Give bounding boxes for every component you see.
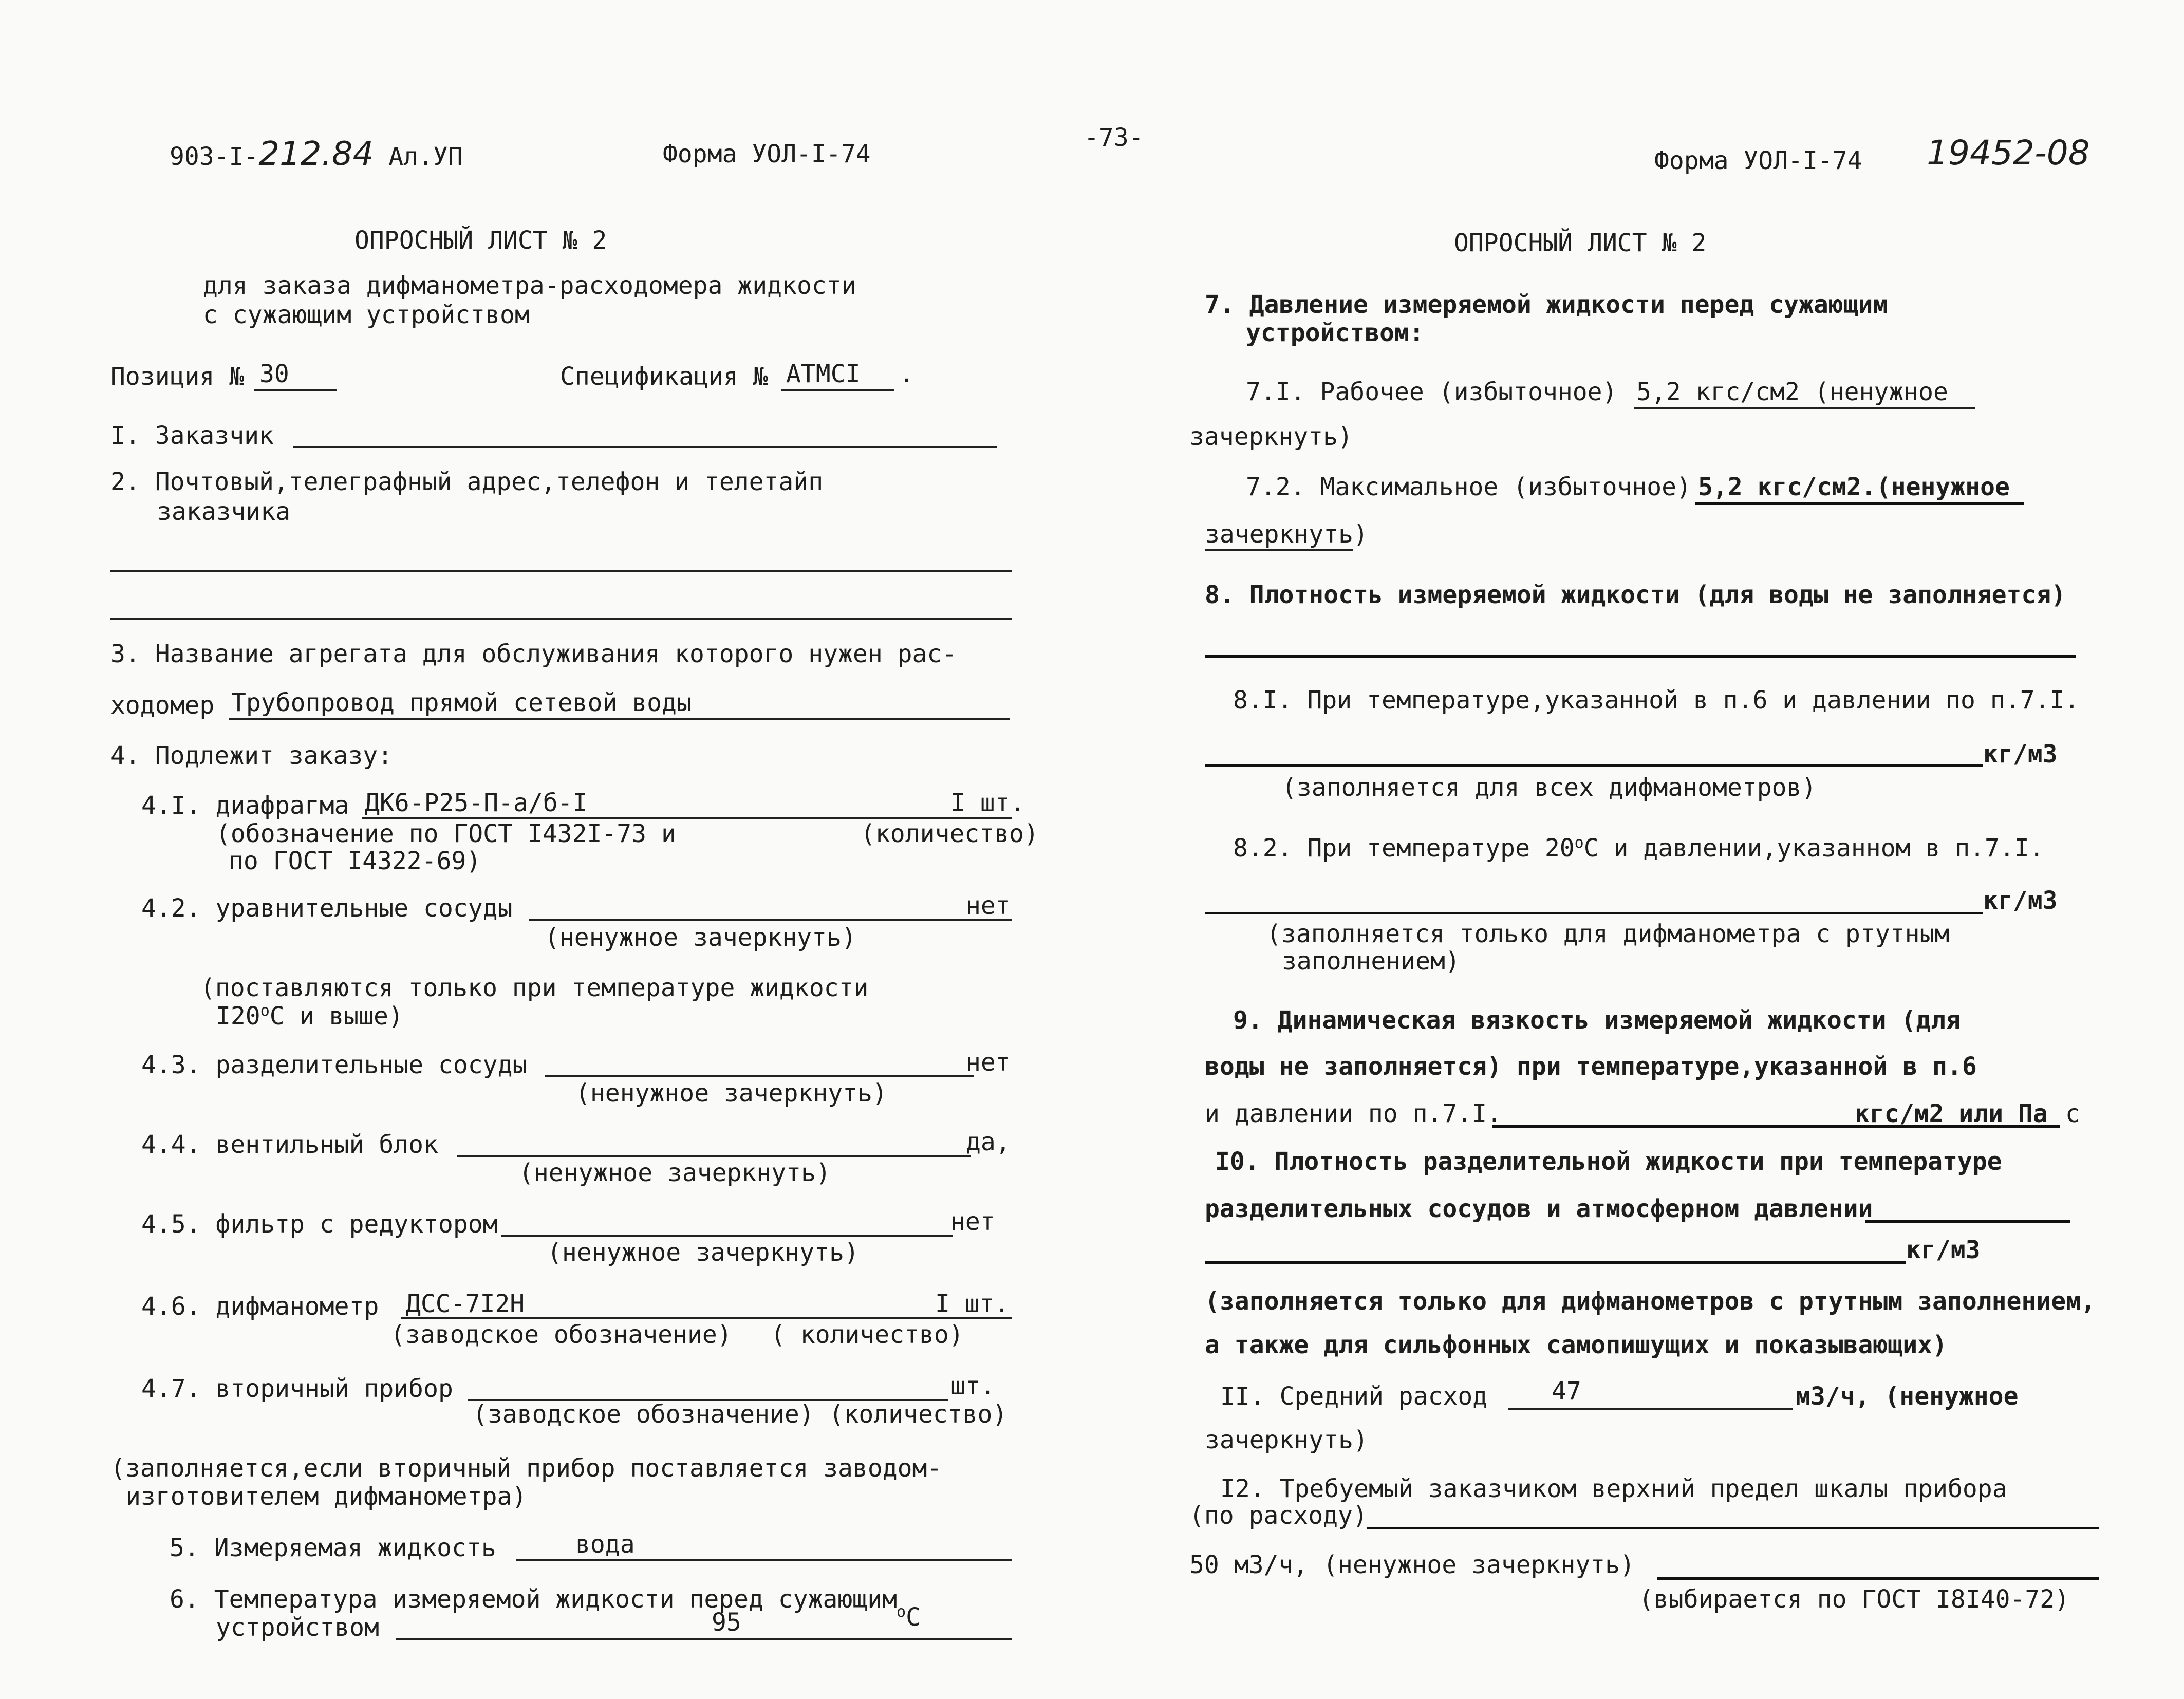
item-10-underline-1	[1865, 1220, 2070, 1223]
item-2-underline-2	[110, 618, 1012, 620]
header-right-code-handwritten: 19452-08	[1927, 133, 2090, 173]
item-7-2-end-paren: )	[1353, 520, 1368, 549]
position-label: Позиция №	[110, 362, 245, 391]
left-title: ОПРОСНЫЙ ЛИСТ № 2	[354, 226, 607, 255]
item-4-7-qty: шт.	[950, 1372, 995, 1401]
item-4-2-extra-degree: o	[260, 1002, 270, 1020]
spec-label: Спецификация №	[560, 362, 768, 391]
item-3-line1: 3. Название агрегата для обслуживания которого нужен рас-	[110, 640, 957, 668]
item-3-line2: ходомер	[110, 691, 215, 720]
item-4-5-value: нет	[950, 1207, 995, 1236]
item-12-note: (выбирается по ГОСТ I8I40-72)	[1639, 1585, 2070, 1614]
item-2-underline-1	[110, 570, 1012, 572]
item-6-underline	[396, 1638, 1012, 1640]
item-4-1-underline	[362, 817, 1012, 819]
item-4-2-extra-2	[216, 1002, 403, 1031]
item-6-line2: устройством	[216, 1613, 379, 1642]
item-11-label: II. Средний расход	[1220, 1382, 1488, 1411]
item-8-1-label: 8.I. При температуре,указанной в п.6 и давлении по п.7.I.	[1233, 686, 2080, 715]
item-12-line1: I2. Требуемый заказчиком верхний предел шкалы прибора	[1220, 1474, 2007, 1503]
item-4-7-note: (заводское обозначение) (количество)	[473, 1400, 1007, 1429]
item-4-2-extra-temp: I20	[216, 1002, 260, 1031]
item-4-3-value: нет	[966, 1048, 1011, 1077]
item-4-7-extra-2: изготовителем дифманометра)	[126, 1482, 527, 1511]
item-4-6-note-2: ( количество)	[771, 1320, 964, 1349]
item-4-6-label: 4.6. дифманометр	[141, 1292, 379, 1321]
item-8-2-unit: кг/м3	[1983, 886, 2058, 915]
item-7-1-value: 5,2 кгс/см2 (ненужное	[1636, 378, 1948, 406]
item-4-6-qty: I шт.	[935, 1290, 1010, 1318]
item-4-5-note: (ненужное зачеркнуть)	[547, 1238, 859, 1267]
header-doc-code-handwritten: 212.84	[258, 135, 374, 173]
item-6-line1: 6. Температура измеряемой жидкости перед сужающим	[170, 1585, 898, 1614]
item-4-4-value: да,	[966, 1128, 1011, 1156]
item-6-value: 95	[712, 1608, 741, 1637]
item-10-note-1: (заполняется только для дифманометров с ртутным заполнением,	[1205, 1287, 2096, 1316]
item-8-1-note: (заполняется для всех дифманометров)	[1282, 773, 1817, 802]
item-4-6-note-1: (заводское обозначение)	[390, 1320, 732, 1349]
item-8-2-degree: о	[1574, 834, 1584, 852]
item-11-value: 47	[1552, 1377, 1581, 1406]
item-2-line2: заказчика	[157, 497, 291, 526]
item-12-underline-1	[1367, 1527, 2099, 1529]
header-doc-code	[170, 135, 463, 173]
item-7-2-end	[1205, 520, 1368, 549]
item-5-value: вода	[575, 1530, 635, 1559]
item-12-underline-2	[1657, 1577, 2099, 1580]
item-7-2-end-underlined: зачеркнуть	[1205, 520, 1353, 551]
header-doc-code-prefix: 903-I-	[170, 142, 259, 171]
item-10-line1: I0. Плотность разделительной жидкости при температуре	[1215, 1147, 2002, 1176]
item-4-7-label: 4.7. вторичный прибор	[141, 1374, 453, 1403]
item-7-1-underline	[1634, 407, 1975, 409]
item-4-1-label: 4.I. диафрагма	[141, 791, 349, 820]
item-4-3-note: (ненужное зачеркнуть)	[575, 1079, 887, 1108]
item-9-unit: кгс/м2 или Па	[1855, 1099, 2048, 1128]
item-4-4-label: 4.4. вентильный блок	[141, 1130, 438, 1159]
header-left-form: Форма УОЛ-I-74	[663, 140, 871, 169]
item-7-1-end: зачеркнуть)	[1189, 422, 1353, 451]
item-6-unit-c: С	[906, 1603, 921, 1632]
item-8-2-note-1: (заполняется только для дифманометра с ртутным	[1266, 920, 1950, 948]
item-7-2-value: 5,2 кгс/см2.(ненужное	[1698, 473, 2010, 501]
item-4-3-label: 4.3. разделительные сосуды	[141, 1051, 528, 1079]
item-7-2-underline	[1695, 502, 2024, 505]
item-4-5-underline	[501, 1235, 953, 1237]
item-7-line1: 7. Давление измеряемой жидкости перед сужающим	[1205, 290, 1888, 319]
item-4-3-underline	[545, 1075, 974, 1077]
item-10-line2: разделительных сосудов и атмосферном давлении	[1205, 1194, 1873, 1223]
item-8-2-label-b: С и давлении,указанном в п.7.I.	[1583, 834, 2044, 863]
item-4-4-underline	[457, 1155, 971, 1157]
item-1-underline	[293, 446, 997, 448]
spec-end: .	[899, 360, 914, 388]
item-6-unit	[897, 1603, 921, 1632]
item-12-line3: 50 м3/ч, (ненужное зачеркнуть)	[1189, 1551, 1635, 1579]
item-6-unit-degree: о	[897, 1603, 906, 1621]
item-8-2-note-2: заполнением)	[1282, 947, 1460, 976]
item-3-value: Трубопровод прямой сетевой воды	[231, 688, 692, 717]
item-8-1-underline	[1205, 764, 1983, 767]
item-4-2-label: 4.2. уравнительные сосуды	[141, 894, 513, 923]
item-7-1-label: 7.I. Рабочее (избыточное)	[1246, 378, 1617, 406]
item-11-end: зачеркнуть)	[1205, 1426, 1368, 1454]
item-4-1-note-1: (обозначение по ГОСТ I432I-73 и	[216, 819, 676, 848]
item-8-underline	[1205, 655, 2076, 658]
left-subtitle-line2: с сужающим устройством	[203, 301, 530, 329]
item-7-2-label: 7.2. Максимальное (избыточное)	[1246, 473, 1691, 501]
item-4-1-note-qty: (количество)	[861, 819, 1039, 848]
item-11-underline	[1508, 1408, 1793, 1410]
item-4-2-extra-1: (поставляются только при температуре жидкости	[200, 974, 869, 1002]
item-4-6-value: ДСС-7I2Н	[406, 1290, 525, 1318]
item-10-underline-2	[1205, 1261, 1906, 1264]
item-9-line1: 9. Динамическая вязкость измеряемой жидкости (для	[1233, 1006, 1961, 1035]
item-9-line2: воды не заполняется) при температуре,указанной в п.6	[1205, 1052, 1977, 1081]
item-4-2-note: (ненужное зачеркнуть)	[545, 923, 856, 952]
item-10-note-2: а также для сильфонных самопишущих и показывающих)	[1205, 1331, 1947, 1359]
item-1-customer: I. Заказчик	[110, 421, 274, 450]
item-4-4-note: (ненужное зачеркнуть)	[519, 1159, 831, 1187]
item-12-line2: (по расходу)	[1189, 1501, 1368, 1530]
item-4-7-extra-1: (заполняется,если вторичный прибор поставляется заводом-	[110, 1454, 942, 1483]
header-right-form: Форма УОЛ-I-74	[1654, 146, 1862, 175]
spec-underline	[781, 389, 894, 391]
item-4-6-underline	[401, 1317, 1012, 1319]
position-underline	[254, 389, 337, 391]
item-8-2-underline	[1205, 912, 1983, 914]
item-4-heading: 4. Подлежит заказу:	[110, 741, 393, 770]
item-5-underline	[516, 1559, 1012, 1561]
item-11-unit: м3/ч, (ненужное	[1796, 1382, 2019, 1411]
item-4-1-value: ДК6-Р25-П-а/б-I	[365, 789, 588, 817]
item-7-line2: устройством:	[1246, 319, 1424, 347]
position-value: 30	[259, 360, 289, 388]
item-8-1-unit: кг/м3	[1983, 740, 2058, 769]
item-8-2-label	[1233, 834, 2044, 863]
item-9-line3: и давлении по п.7.I.	[1205, 1099, 1502, 1128]
item-2-line1: 2. Почтовый,телеграфный адрес,телефон и телетайп	[110, 468, 824, 496]
item-4-5-label: 4.5. фильтр с редуктором	[141, 1210, 498, 1239]
item-3-underline	[229, 718, 1010, 720]
item-8-label: 8. Плотность измеряемой жидкости (для воды не заполняется)	[1205, 581, 2066, 609]
left-subtitle-line1: для заказа дифманометра-расходомера жидкости	[203, 271, 856, 300]
spec-value: АТМСI	[786, 360, 861, 388]
item-10-unit: кг/м3	[1906, 1236, 1981, 1264]
item-4-2-underline	[529, 919, 1012, 921]
item-4-1-qty: I шт.	[950, 789, 1025, 817]
item-4-1-note-2: по ГОСТ I4322-69)	[229, 847, 481, 875]
right-title: ОПРОСНЫЙ ЛИСТ № 2	[1454, 229, 1707, 257]
item-8-2-label-a: 8.2. При температуре 20	[1233, 834, 1575, 863]
header-doc-code-suffix: Ал.УП	[388, 142, 463, 171]
item-4-2-extra-end: С и выше)	[269, 1002, 403, 1031]
item-5-label: 5. Измеряемая жидкость	[170, 1534, 496, 1562]
item-9-unit-end: с	[2065, 1099, 2080, 1128]
item-4-2-value: нет	[966, 891, 1011, 920]
page-number: -73-	[1084, 123, 1144, 152]
